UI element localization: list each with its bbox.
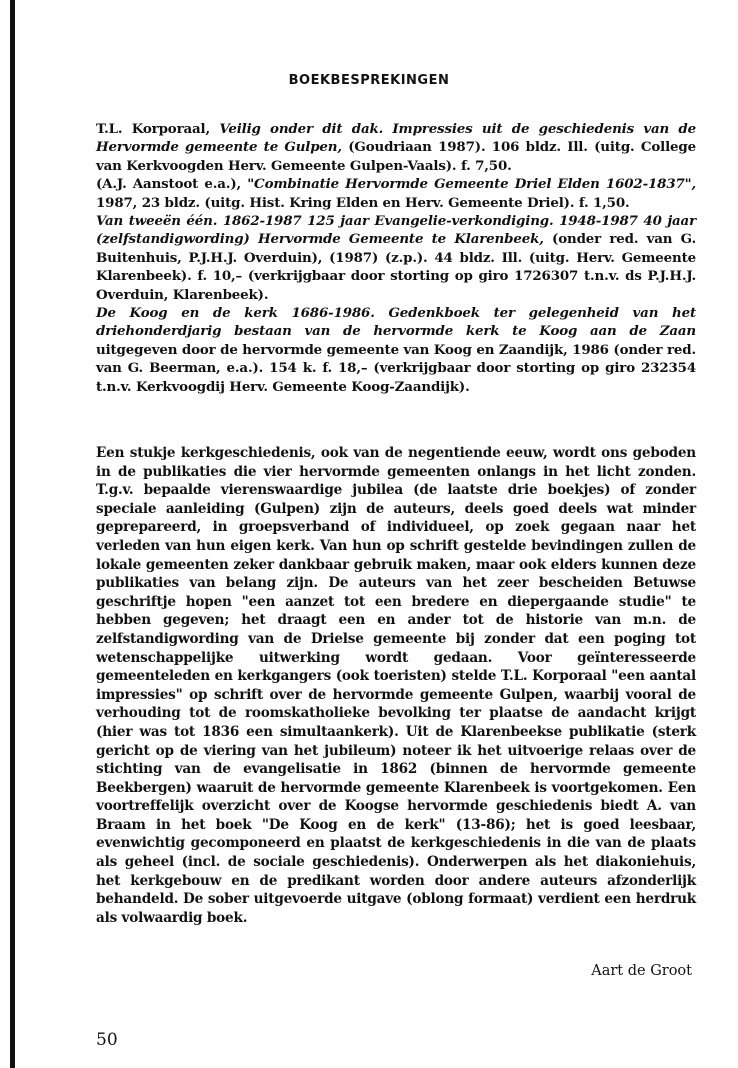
reference-title: Veilig onder dit dak. Impressies uit de geschiedenis van de Hervormde gemeente te Gulpen, xyxy=(96,121,696,156)
reference-details: 1987, 23 bldz. (uitg. Hist. Kring Elden en Herv. Gemeente Driel). f. 1,50. xyxy=(96,194,630,211)
reference-title: De Koog en de kerk 1686-1986. Gedenkboek ter gelegenheid van het driehonderdjarig bestaan van de hervormde kerk te Koog aan de Zaan xyxy=(96,305,696,340)
reference-prefix: (A.J. Aanstoot e.a.), xyxy=(96,176,248,193)
reference-details: (onder red. van G. Buitenhuis, P.J.H.J. Overduin), (1987) (z.p.). 44 bldz. Ill. (uitg. Herv. Gemeente Klarenbeek). f. 10,– (verkrijgbaar door storting op giro 1726307 t.n.v. ds P.J.H.J. Overduin, Klarenbeek). xyxy=(96,231,697,303)
reference-entry xyxy=(96,212,696,304)
reference-entry xyxy=(96,304,696,396)
reference-details: uitgegeven door de hervormde gemeente van Koog en Zaandijk, 1986 (onder red. van G. Beerman, e.a.). 154 k. f. 18,– (verkrijgbaar door storting op giro 232354 t.n.v. Kerkvoogdij Herv. Gemeente Koog-Zaandijk). xyxy=(96,341,696,395)
scan-edge-bar xyxy=(10,0,15,1068)
page-number: 50 xyxy=(96,1030,118,1050)
section-header: BOEKBESPREKINGEN xyxy=(288,73,450,88)
reference-entry xyxy=(96,120,696,175)
reference-prefix: T.L. Korporaal, xyxy=(96,121,220,137)
review-author: Aart de Groot xyxy=(591,963,692,979)
reference-title: Van tweeën één. 1862-1987 125 jaar Evangelie-verkondiging. 1948-1987 40 jaar (zelfstandigwording) Hervormde Gemeente te Klarenbeek, xyxy=(96,213,696,248)
reference-entry xyxy=(96,175,696,212)
review-body: Een stukje kerkgeschiedenis, ook van de negentiende eeuw, wordt ons geboden in de publikaties die vier hervormde gemeenten onlangs in het licht zonden. T.g.v. bepaalde vierenswaardige jubilea (de laatste drie boekjes) of zonder speciale aanleiding (Gulpen) zijn de auteurs, deels goed deels wat minder geprepareerd, in groepsverband of individueel, op zoek gegaan naar het verleden van hun eigen kerk. Van hun op schrift gestelde bevindingen zullen de lokale gemeenten zeker dankbaar gebruik maken, maar ook elders kunnen deze publikaties van belang zijn. De auteurs van het zeer bescheiden Betuwse geschriftje hopen "een aanzet tot een bredere en diepergaande studie" te hebben gegeven; het draagt een en ander tot de historie van m.n. de zelfstandigwording van de Drielse gemeente bij zonder dat een poging tot wetenschappelijke uitwerking wordt gedaan. Voor geïnteresseerde gemeenteleden en kerkgangers (ook toeristen) stelde T.L. Korporaal "een aantal impressies" op schrift over de hervormde gemeente Gulpen, waarbij vooral de verhouding tot de roomskatholieke bevolking ter plaatse de aandacht krijgt (hier was tot 1836 een simultaankerk). Uit de Klarenbeekse publikatie (sterk gericht op de viering van het jubileum) noteer ik het uitvoerige relaas over de stichting van de evangelisatie in 1862 (binnen de hervormde gemeente Beekbergen) waaruit de hervormde gemeente Klarenbeek is voortgekomen. Een voortreffelijk overzicht over de Koogse hervormde geschiedenis biedt A. van Braam in het boek "De Koog en de kerk" (13-86); het is goed leesbaar, evenwichtig gecomponeerd en plaatst de kerkgeschiedenis in die van de plaats als geheel (incl. de sociale geschiedenis). Onderwerpen als het diakoniehuis, het kerkgebouw en de predikant worden door andere auteurs afzonderlijk behandeld. De sober uitgevoerde uitgave (oblong formaat) verdient een herdruk als volwaardig boek. xyxy=(96,445,696,926)
reference-list xyxy=(96,120,696,396)
reference-title: "Combinatie Hervormde Gemeente Driel Elden 1602-1837", xyxy=(247,176,696,193)
reference-details: (Goudriaan 1987). 106 bldz. Ill. (uitg. College van Kerkvoogden Herv. Gemeente Gulpen-Vaals). f. 7,50. xyxy=(96,139,696,174)
